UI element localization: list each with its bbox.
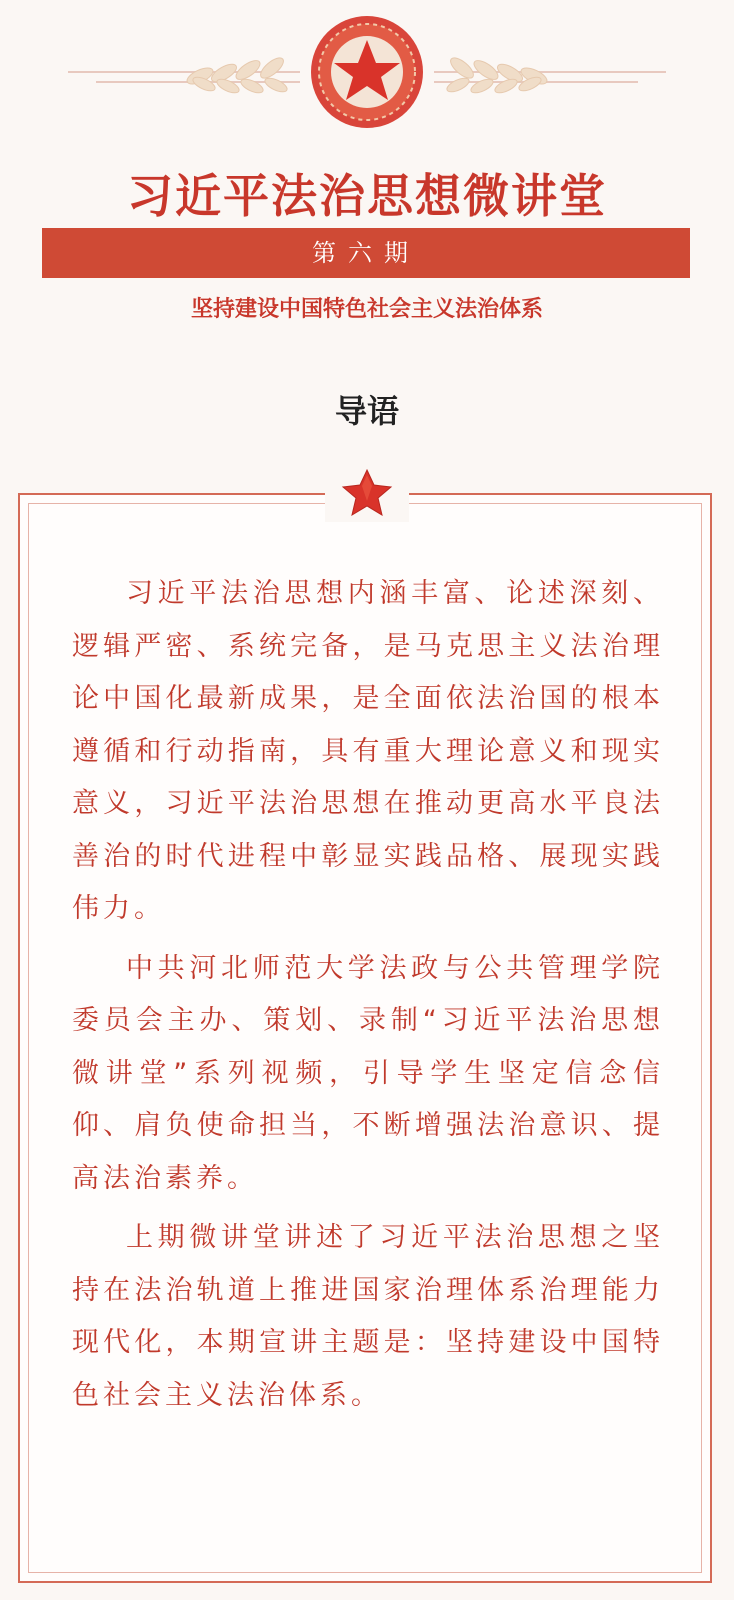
intro-paragraph: 上期微讲堂讲述了习近平法治思想之坚持在法治轨道上推进国家治理体系治理能力现代化，本期宣讲主题是：坚持建设中国特色社会主义法治体系。 — [72, 1222, 664, 1411]
wheat-ear-right-icon — [445, 54, 549, 95]
wheat-ear-left-icon — [185, 54, 289, 95]
intro-paragraph: 习近平法治思想内涵丰富、论述深刻、逻辑严密、系统完备，是马克思主义法治理论中国化最新成果，是全面依法治国的根本遵循和行动指南，具有重大理论意义和现实意义，习近平法治思想在推动更高水平良法善治的时代进程中彰显实践品格、展现实践伟力。 — [72, 578, 664, 924]
intro-paragraph: 中共河北师范大学法政与公共管理学院委员会主办、策划、录制“习近平法治思想微讲堂”系列视频，引导学生坚定信念信仰、肩负使命担当，不断增强法治意识、提高法治素养。 — [72, 952, 664, 1194]
intro-article — [72, 568, 664, 1429]
frame-star-badge — [325, 466, 409, 522]
header-emblem-row — [0, 0, 734, 150]
main-title: 习近平法治思想微讲堂 — [127, 169, 607, 223]
issue-banner: 第六期 — [42, 228, 690, 278]
episode-subtitle: 坚持建设中国特色社会主义法治体系 — [190, 297, 543, 322]
red-star-icon — [325, 466, 409, 522]
red-star-emblem-icon — [311, 16, 423, 128]
intro-heading: 导语 — [334, 392, 399, 430]
